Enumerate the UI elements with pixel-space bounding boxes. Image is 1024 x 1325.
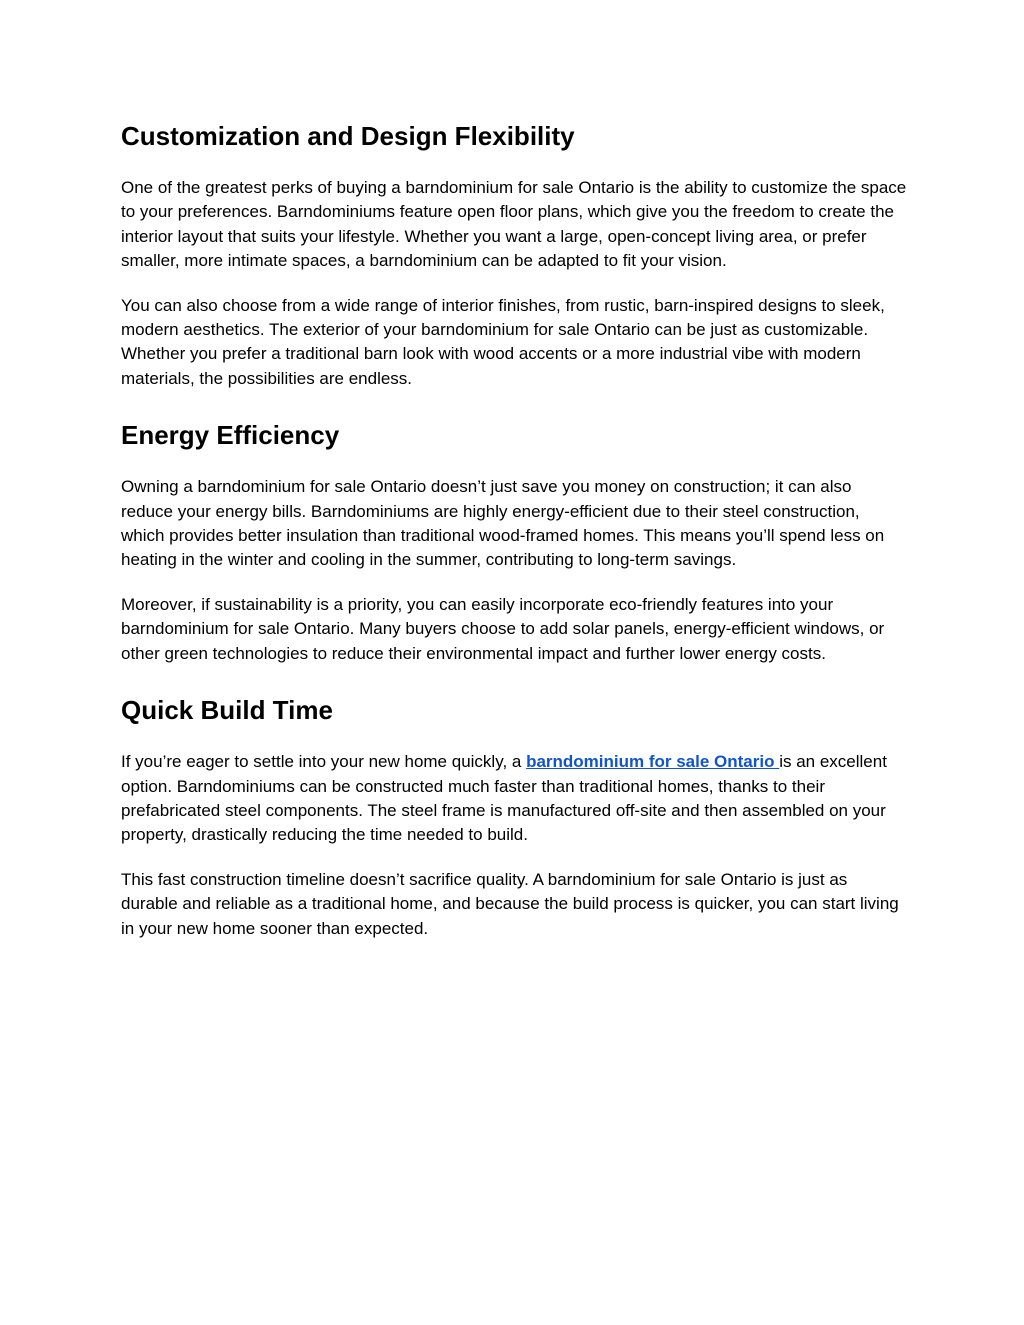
paragraph-energy-2: Moreover, if sustainability is a priority, you can easily incorporate eco-friendly features into your barndominium for sale Ontario. Many buyers choose to add solar panels, energy-efficient windows, or other green technologies to reduce their environmental impact and further lower energy costs. [121, 594, 885, 663]
paragraph-build-time-1-before-link: If you’re eager to settle into your new home quickly, a [121, 752, 527, 772]
paragraph-energy-1: Owning a barndominium for sale Ontario doesn’t just save you money on construction; it can also reduce your energy bills. Barndominiums are highly energy-efficient due to their steel construction, which provides better insulation than traditional wood-framed homes. This means you’ll spend less on heating in the winter and cooling in the summer, contributing to long-term savings. [121, 477, 885, 570]
paragraph-customization-1: One of the greatest perks of buying a barndominium for sale Ontario is the ability to customize the space to your preferences. Barndominiums feature open floor plans, which give you the freedom to create the interior layout that suits your lifestyle. Whether you want a large, open-concept living area, or prefer smaller, more intimate spaces, a barndominium can be adapted to fit your vision. [121, 178, 907, 271]
barndominium-link[interactable]: barndominium for sale Ontario [526, 752, 780, 772]
section-heading-build-time: Quick Build Time [121, 695, 333, 726]
section-heading-customization: Customization and Design Flexibility [121, 121, 575, 151]
section-heading-energy: Energy Efficiency [121, 420, 340, 451]
paragraph-build-time-1 [121, 750, 907, 848]
paragraph-build-time-2: This fast construction timeline doesn’t sacrifice quality. A barndominium for sale Ontario is just as durable and reliable as a traditional home, and because the build process is quicker, you can start living in your new home sooner than expected. [121, 869, 899, 938]
paragraph-customization-2: You can also choose from a wide range of interior finishes, from rustic, barn-inspired designs to sleek, modern aesthetics. The exterior of your barndominium for sale Ontario can be just as customizable. Whether you prefer a traditional barn look with wood accents or a more industrial vibe with modern materials, the possibilities are endless. [121, 295, 885, 388]
paragraph-build-time-1-after-link: is an excellent option. Barndominiums can be constructed much faster than traditional homes, thanks to their prefabricated steel components. The steel frame is manufactured off-site and then assembled on your property, drastically reducing the time needed to build. [121, 752, 887, 845]
document-page [121, 118, 907, 941]
